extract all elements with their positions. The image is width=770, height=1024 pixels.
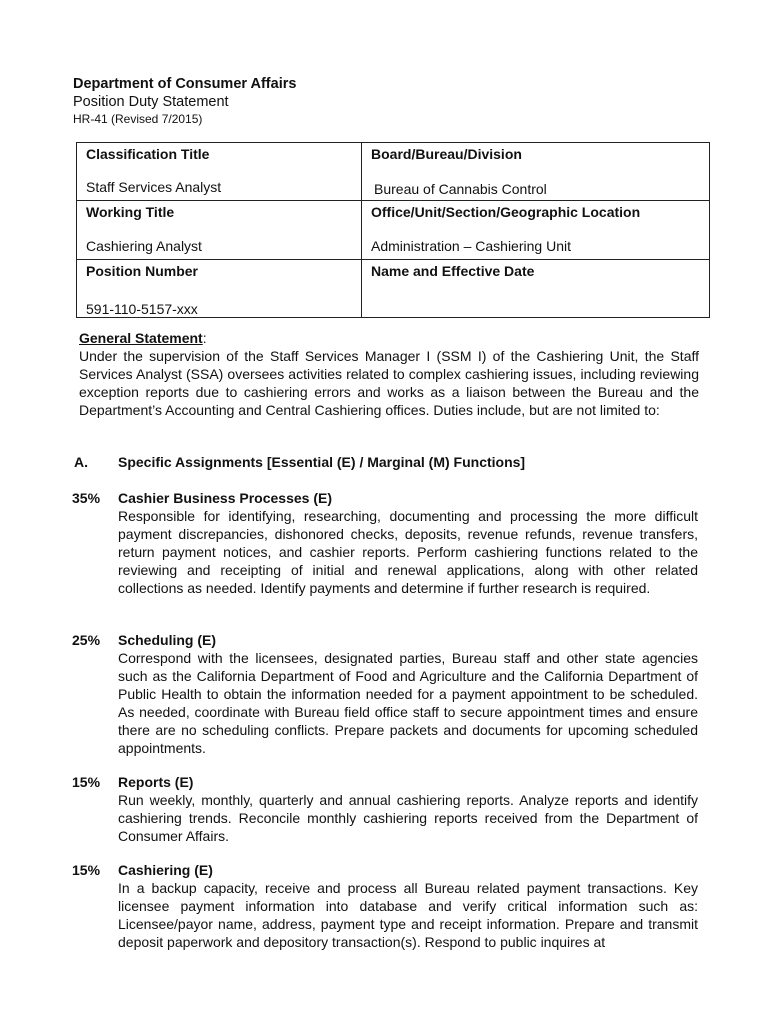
department-name: Department of Consumer Affairs [73, 76, 297, 92]
board-value: Bureau of Cannabis Control [374, 181, 547, 197]
task-percent: 15% [72, 774, 101, 790]
working-title-label: Working Title [86, 204, 175, 220]
position-number-cell [77, 260, 362, 318]
classification-cell [77, 143, 362, 201]
task-percent: 35% [72, 490, 101, 506]
general-statement-body: Under the supervision of the Staff Services Manager I (SSM I) of the Cashiering Unit, the Staff Services Analyst (SSA) oversees activities related to complex cashiering issues, including reviewing exception reports due to cashiering errors and works as a liaison between the Bureau and the Department’s Accounting and Central Cashiering offices. Duties include, but are not limited to: [79, 348, 699, 418]
task-title: Scheduling (E) [118, 632, 216, 648]
task-title: Reports (E) [118, 774, 194, 790]
task-description: Responsible for identifying, researching, documenting and processing the more difficult payment discrepancies, dishonored checks, deposits, revenue refunds, revenue transfers, return payment notices, and cashier reports. Perform cashiering functions related to the reviewing and receipting of initial and renewal applications, along with other related collections as needed. Identify payments and determine if further research is required. [118, 508, 698, 596]
task-title: Cashiering (E) [118, 862, 213, 878]
position-number-value: 591-110-5157-xxx [86, 301, 198, 317]
task-description: In a backup capacity, receive and process all Bureau related payment transactions. Key licensee payment information into database and verify critical information such as: Licensee/payor name, address, payment type and receipt information. Prepare and transmit deposit paperwork and depository transaction(s). Respond to public inquires at [118, 880, 698, 950]
section-a-title: Specific Assignments [Essential (E) / Marginal (M) Functions] [118, 454, 526, 470]
office-cell [362, 201, 710, 260]
board-label: Board/Bureau/Division [371, 146, 522, 162]
office-value: Administration – Cashiering Unit [371, 238, 571, 254]
form-number: HR-41 (Revised 7/2015) [73, 112, 203, 126]
name-date-cell [362, 260, 710, 318]
classification-label: Classification Title [86, 146, 210, 162]
general-statement-colon: : [202, 330, 207, 346]
general-statement-heading [79, 329, 699, 347]
position-info-table [76, 142, 710, 318]
document-title: Position Duty Statement [73, 94, 229, 110]
position-number-label: Position Number [86, 263, 199, 279]
office-label: Office/Unit/Section/Geographic Location [371, 204, 641, 220]
name-date-label: Name and Effective Date [371, 263, 535, 279]
task-percent: 25% [72, 632, 101, 648]
general-statement-title: General Statement [79, 330, 203, 346]
task-title: Cashier Business Processes (E) [118, 490, 332, 506]
task-description: Correspond with the licensees, designated parties, Bureau staff and other state agencies such as the California Department of Food and Agriculture and the California Department of Public Health to obtain the information needed for a payment appointment to be scheduled. As needed, coordinate with Bureau field office staff to secure appointment times and ensure there are no scheduling conflicts. Prepare packets and documents for upcoming scheduled appointments. [118, 650, 698, 756]
working-title-cell [77, 201, 362, 260]
working-title-value: Cashiering Analyst [86, 238, 202, 254]
task-description: Run weekly, monthly, quarterly and annual cashiering reports. Analyze reports and identify cashiering trends. Reconcile monthly cashiering reports received from the Department of Consumer Affairs. [118, 792, 698, 844]
section-a-label: A. [74, 454, 88, 470]
board-cell [362, 143, 710, 201]
classification-value: Staff Services Analyst [86, 179, 222, 195]
task-percent: 15% [72, 862, 101, 878]
